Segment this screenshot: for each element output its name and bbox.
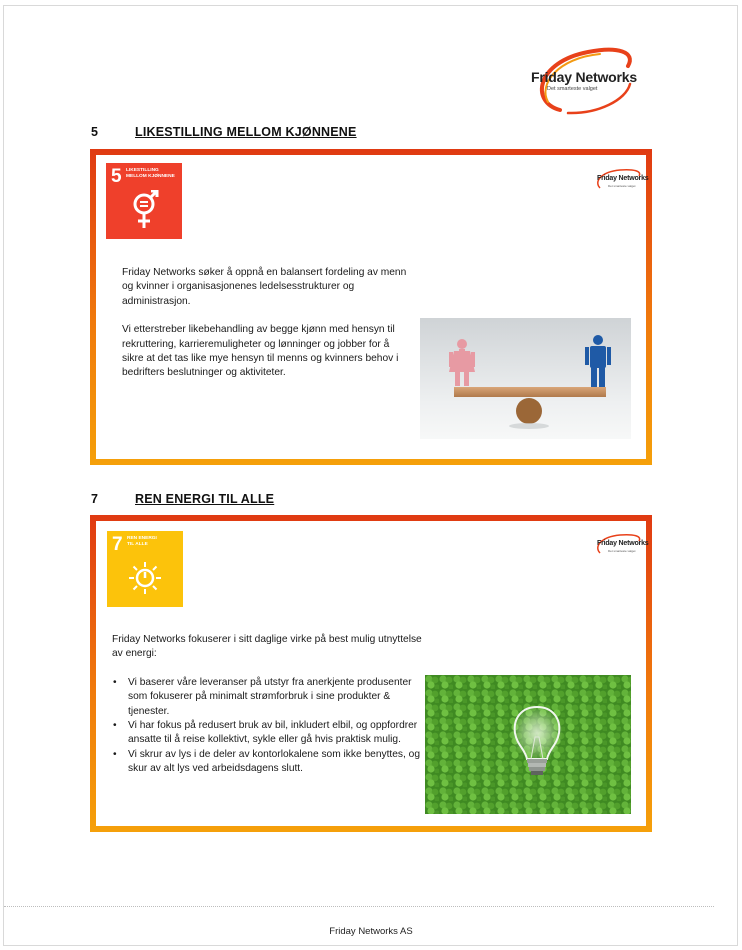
balance-scale-photo — [420, 318, 631, 439]
logo-tagline: Det smarteste valget — [547, 86, 598, 92]
intro-paragraph: Friday Networks fokuserer i sitt daglige virke på best mulig utnyttelse av energi: — [112, 634, 422, 660]
paragraph: Vi etterstreber likebehandling av begge kjønn med hensyn til rekruttering, karrieremuligheter og lønninger og jobber for å sikre at det tas like mye hensyn til menns og kvinners behov i bedrifters beslutninger og aktiviteter. — [122, 324, 399, 379]
slide-gender-equality — [90, 149, 652, 465]
section-7-text — [112, 633, 430, 777]
list-item: • Vi har fokus på redusert bruk av bil, inkludert elbil, og oppfordrer ansatte til å reise kollektivt, sykle eller gå hvis praktisk mulig. — [112, 719, 430, 748]
slide-logo-tagline: Det smarteste valget — [608, 184, 636, 188]
slide-logo — [594, 533, 649, 555]
slide-logo-name: Friday Networks — [597, 175, 649, 182]
section-number: 7 — [91, 492, 99, 506]
logo-name: Friday Networks — [531, 69, 637, 85]
section-number: 5 — [91, 125, 99, 139]
gender-equality-icon — [128, 190, 160, 232]
power-sun-icon — [128, 561, 162, 595]
section-5-heading — [91, 125, 357, 139]
section-title: LIKESTILLING MELLOM KJØNNENE — [135, 125, 357, 139]
slide-logo-tagline: Det smarteste valget — [608, 549, 636, 553]
slide-clean-energy — [90, 515, 652, 832]
list-item: • Vi baserer våre leveranser på utstyr fra anerkjente produsenter som fokuserer på minimalt strømforbruk i sine produkter & tjenester. — [112, 676, 430, 719]
section-7-heading — [91, 492, 274, 506]
lightbulb-clover-photo — [425, 675, 631, 814]
energy-bullet-list — [112, 676, 430, 777]
slide-logo-name: Friday Networks — [597, 540, 649, 547]
sdg-5-badge — [106, 163, 182, 239]
sdg-number: 5 — [111, 166, 122, 187]
footer-divider — [4, 906, 714, 907]
slide-logo — [594, 168, 649, 190]
sdg-title: LIKESTILLING MELLOM KJØNNENE — [126, 168, 175, 179]
list-item: • Vi skrur av lys i de deler av kontorlokalene som ikke benyttes, og skur av alt lys ved arbeidsdagens slutt. — [112, 748, 430, 777]
section-5-text — [122, 266, 407, 381]
sdg-7-badge — [107, 531, 183, 607]
section-title: REN ENERGI TIL ALLE — [135, 492, 275, 506]
sdg-number: 7 — [112, 534, 123, 555]
sdg-title: REN ENERGI TIL ALLE — [127, 536, 157, 547]
paragraph: Friday Networks søker å oppnå en balansert fordeling av menn og kvinner i organisasjonenes ledelsesstrukturer og administrasjon. — [122, 267, 407, 307]
footer-company: Friday Networks AS — [329, 926, 413, 937]
company-logo — [528, 44, 638, 116]
